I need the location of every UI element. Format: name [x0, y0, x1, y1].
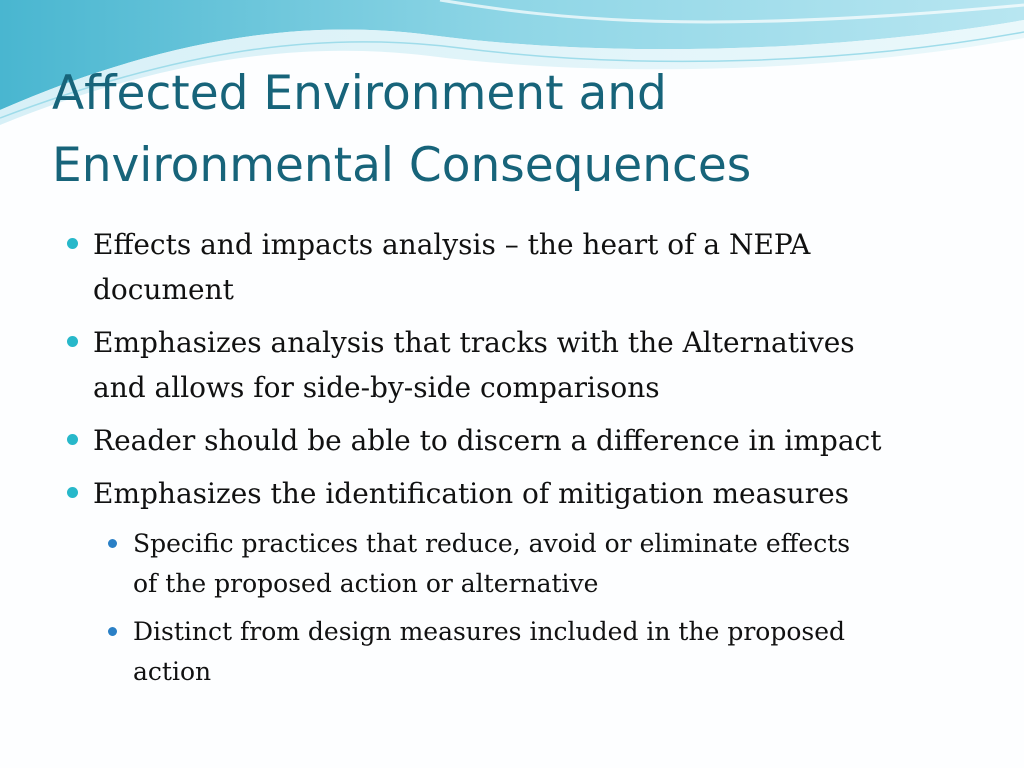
sub-bullet-list [64, 524, 984, 692]
bullet-text-line: Emphasizes analysis that tracks with the Alternatives [93, 326, 855, 359]
sub-bullet-text-line: Specific practices that reduce, avoid or eliminate effects [133, 529, 851, 558]
bullet-item [64, 222, 984, 312]
bullet-item [64, 471, 984, 516]
bullet-text-line: and allows for side-by-side comparisons [93, 371, 660, 404]
bullet-item [64, 320, 984, 410]
bullet-dot-icon [67, 336, 78, 347]
slide-title-line-2: Environmental Consequences [52, 138, 752, 193]
bullet-dot-icon [67, 434, 78, 445]
sub-bullet-item [93, 524, 984, 604]
bullet-item [64, 418, 984, 463]
bullet-text-line: document [93, 273, 234, 306]
sub-bullet-item [93, 612, 984, 692]
sub-bullet-dot-icon [108, 539, 117, 548]
bullet-dot-icon [67, 487, 78, 498]
sub-bullet-text-line: of the proposed action or alternative [133, 569, 599, 598]
slide-title-line-1: Affected Environment and [52, 66, 667, 121]
bullet-text-line: Emphasizes the identification of mitigation measures [93, 477, 850, 510]
slide-body [64, 222, 984, 700]
bullet-text-line: Effects and impacts analysis – the heart of a NEPA [93, 228, 811, 261]
sub-bullet-text-line: Distinct from design measures included in the proposed [133, 617, 846, 646]
bullet-list [64, 222, 984, 516]
slide-title [52, 58, 992, 202]
bullet-dot-icon [67, 238, 78, 249]
sub-bullet-dot-icon [108, 627, 117, 636]
bullet-text-line: Reader should be able to discern a difference in impact [93, 424, 882, 457]
sub-bullet-text-line: action [133, 657, 212, 686]
